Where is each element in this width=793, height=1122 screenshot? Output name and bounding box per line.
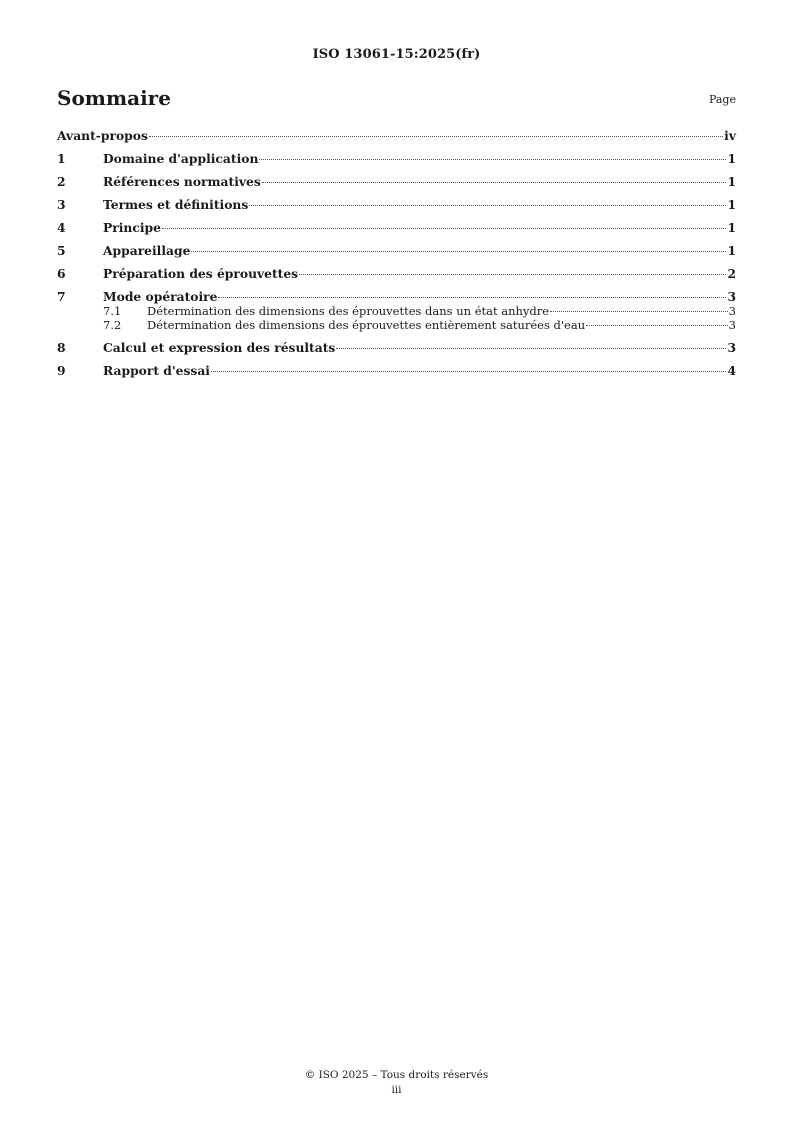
toc-subentry-label: Détermination des dimensions des éprouvettes dans un état anhydre [147, 304, 550, 318]
toc-subentry-7-2[interactable] [57, 319, 736, 333]
toc-entry-page: 4 [727, 363, 736, 378]
toc-title: Sommaire [57, 86, 171, 110]
copyright-notice: © ISO 2025 – Tous droits réservés [304, 1069, 489, 1081]
toc-entry-page: 3 [727, 289, 736, 304]
toc-entry-page: 1 [727, 151, 736, 166]
toc-entry-number: 8 [57, 340, 66, 355]
toc-entry-page: iv [724, 128, 736, 143]
toc-entry-label: Préparation des éprouvettes [103, 266, 299, 281]
toc-entry-number: 9 [57, 363, 66, 378]
toc-entry-page: 1 [727, 243, 736, 258]
toc-entry-number: 1 [57, 151, 66, 166]
toc-entry-page: 1 [727, 220, 736, 235]
toc-subentry-number: 7.2 [103, 317, 122, 332]
toc-subentry-7-1[interactable] [57, 305, 736, 319]
toc-entry-number: 2 [57, 174, 66, 189]
toc-entry-label: Mode opératoire [103, 289, 218, 304]
page-number: iii [391, 1084, 402, 1096]
toc-entry-number: 6 [57, 266, 66, 281]
toc-entry-number: 4 [57, 220, 66, 235]
toc-entry-7[interactable] [57, 289, 736, 305]
dot-leader [249, 205, 726, 206]
dot-leader [586, 325, 728, 326]
toc-entry-number: 7 [57, 289, 66, 304]
toc-title-row [57, 86, 736, 110]
dot-leader [149, 136, 723, 137]
toc-entry-label: Appareillage [103, 243, 191, 258]
document-header: ISO 13061-15:2025(fr) [312, 47, 481, 62]
toc-entry-5[interactable] [57, 243, 736, 259]
dot-leader [191, 251, 726, 252]
toc-entry-page: 1 [727, 197, 736, 212]
toc-entry-3[interactable] [57, 197, 736, 213]
toc-entry-1[interactable] [57, 151, 736, 167]
toc-entry-label: Principe [103, 220, 161, 235]
toc-subentry-page: 3 [728, 304, 736, 318]
toc-entry-4[interactable] [57, 220, 736, 236]
dot-leader [162, 228, 727, 229]
dot-leader [550, 311, 728, 312]
dot-leader [259, 159, 726, 160]
toc-entry-page: 3 [727, 340, 736, 355]
page-footer [0, 1068, 793, 1098]
toc-entry-6[interactable] [57, 266, 736, 282]
toc-entry-label: Domaine d'application [103, 151, 259, 166]
dot-leader [211, 371, 726, 372]
toc-subentry-label: Détermination des dimensions des éprouvettes entièrement saturées d'eau [147, 317, 586, 332]
toc-entry-9[interactable] [57, 363, 736, 379]
toc-entry-8[interactable] [57, 340, 736, 356]
toc-entry-2[interactable] [57, 174, 736, 190]
dot-leader [262, 182, 727, 183]
toc-page-label: Page [708, 93, 736, 106]
toc-entry-page: 2 [727, 266, 736, 281]
toc-entry-page: 1 [727, 174, 736, 189]
toc-entry-label: Calcul et expression des résultats [103, 340, 336, 355]
table-of-contents [57, 128, 736, 386]
toc-subentry-page: 3 [728, 317, 736, 332]
toc-entry-number: 3 [57, 197, 66, 212]
toc-entry-label: Termes et définitions [103, 197, 249, 212]
toc-subentry-number: 7.1 [103, 304, 122, 318]
dot-leader [218, 297, 726, 298]
toc-entry-number: 5 [57, 243, 66, 258]
toc-entry-label: Rapport d'essai [103, 363, 210, 378]
toc-entry-label: Avant-propos [57, 128, 148, 143]
toc-entry-foreword[interactable] [57, 128, 736, 144]
toc-entry-label: Références normatives [103, 174, 261, 189]
dot-leader [299, 274, 726, 275]
dot-leader [336, 348, 726, 349]
